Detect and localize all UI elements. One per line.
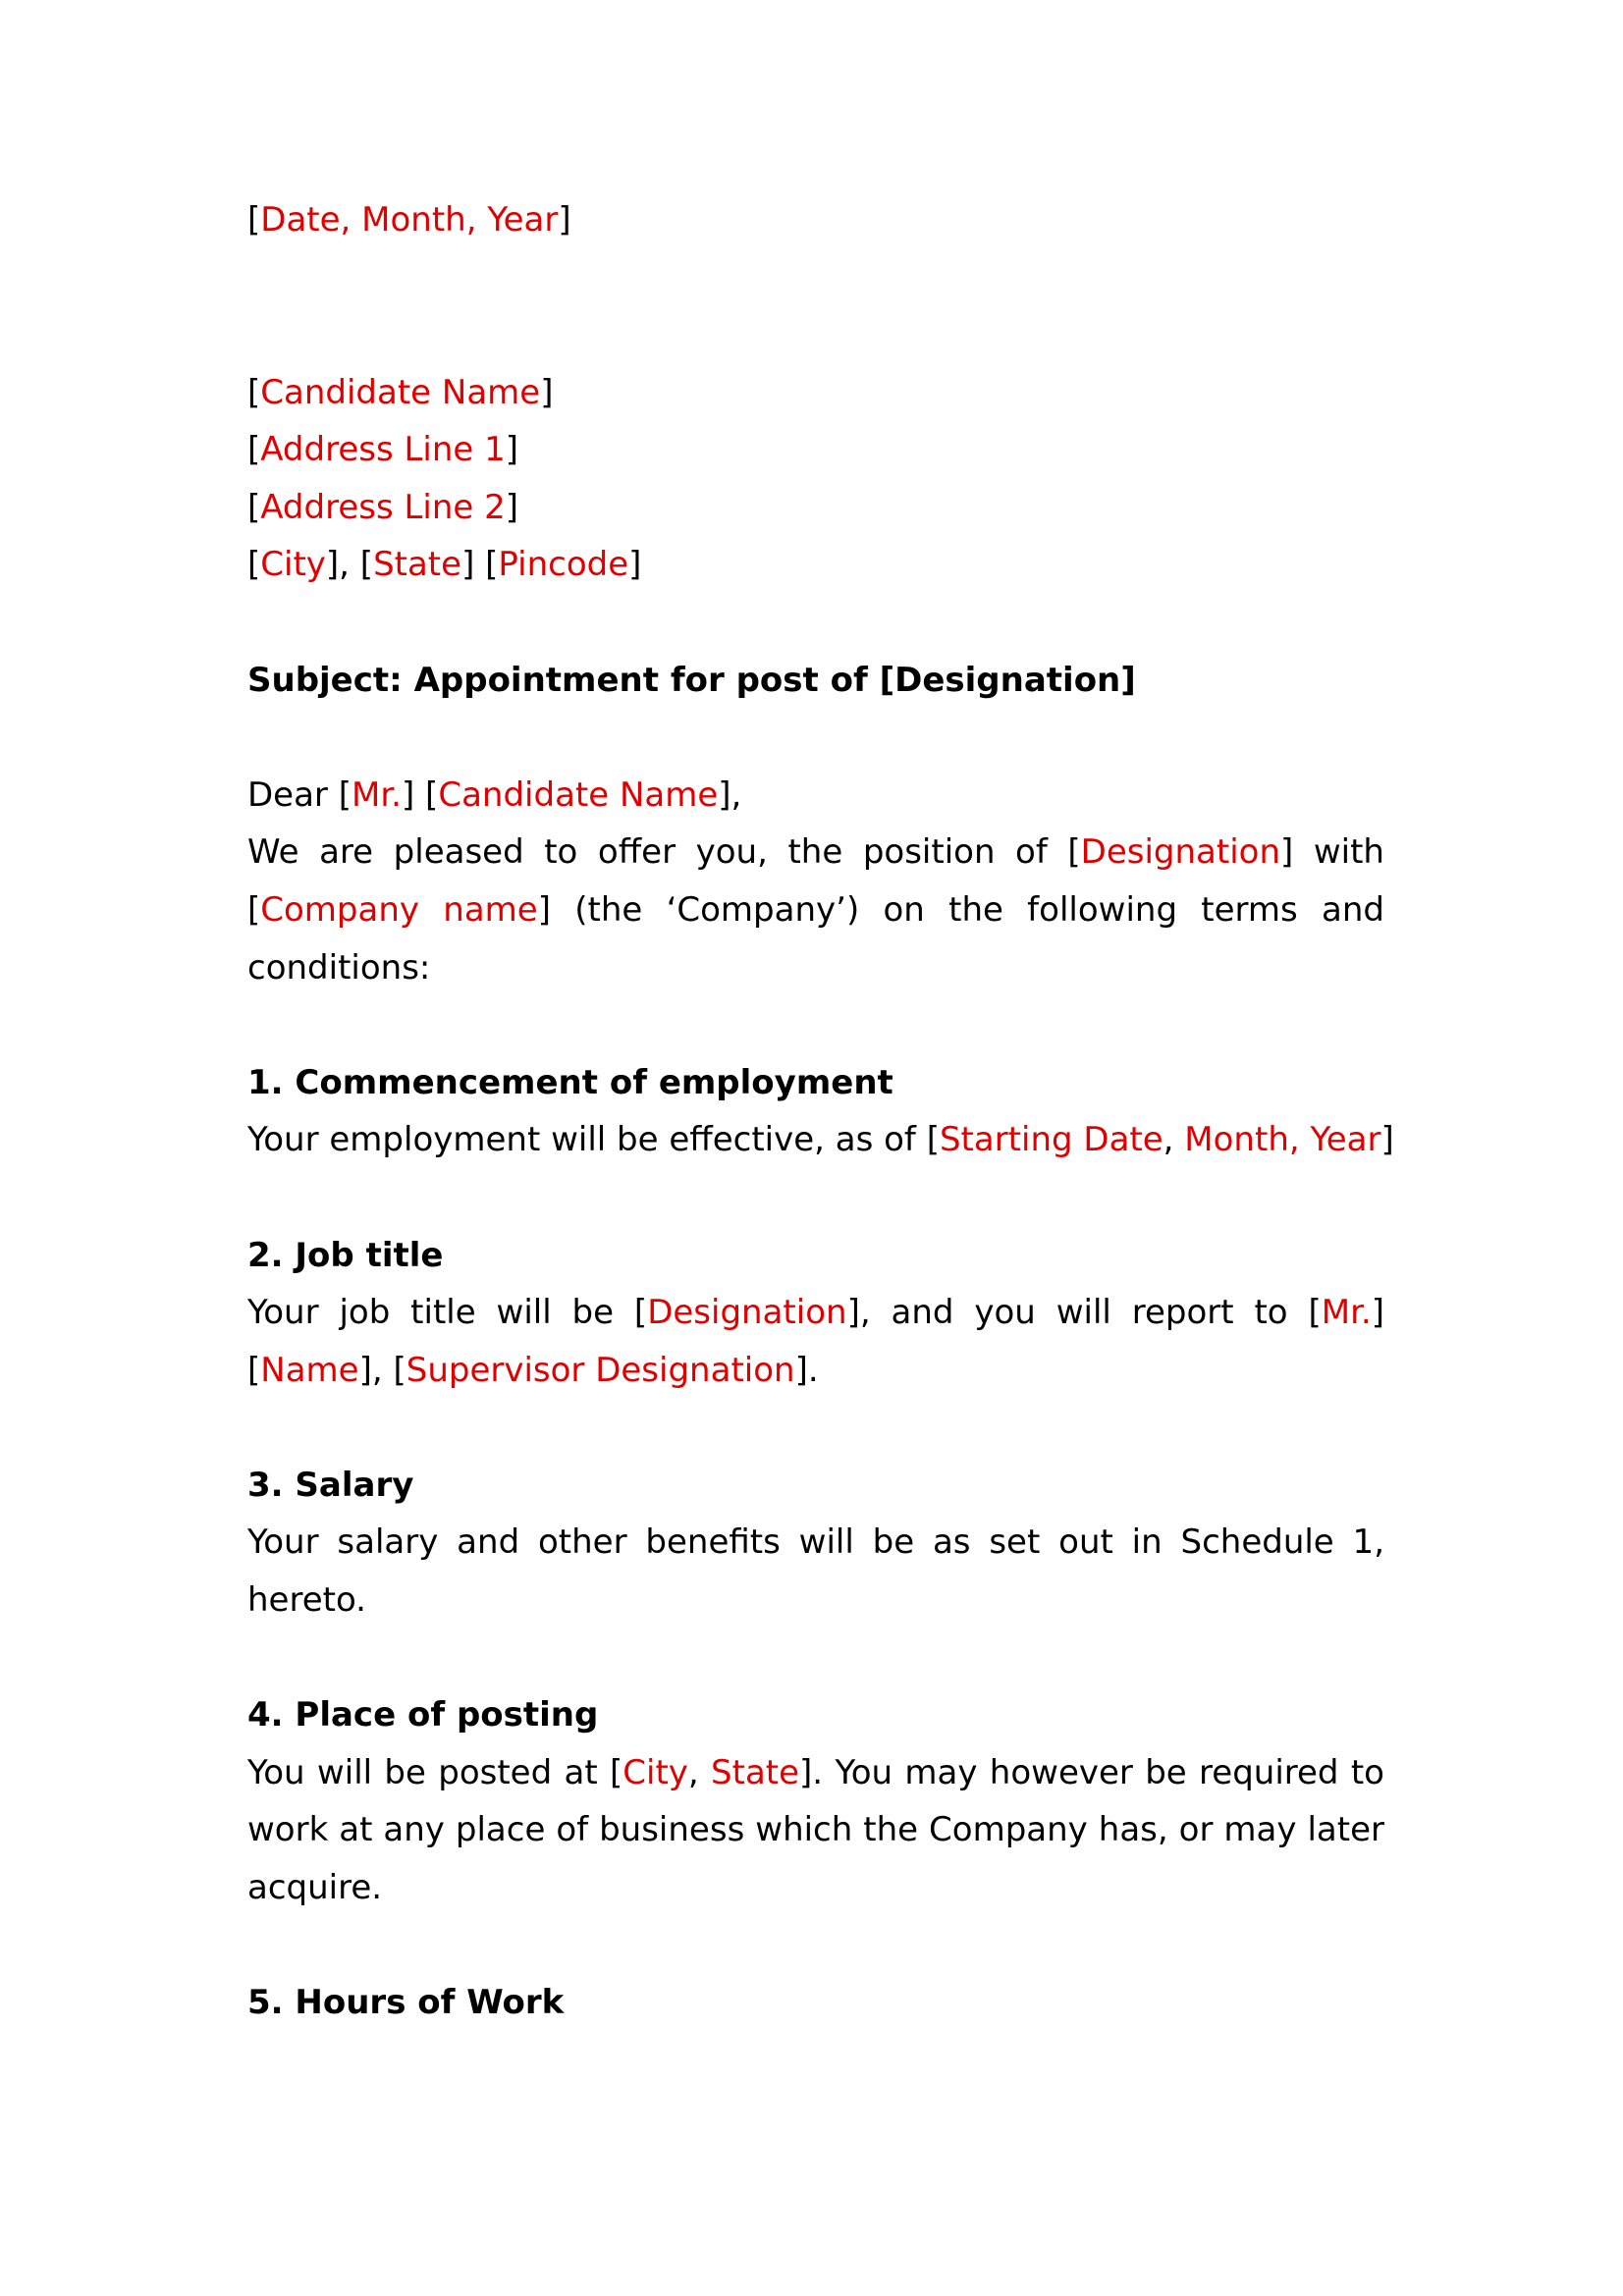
address-line-2-placeholder: Address Line 2 (260, 487, 506, 527)
section-1-body (247, 1111, 1394, 1169)
section-text: ] [ (247, 1293, 1384, 1390)
address-line-2: [Address Line 2] (247, 487, 519, 527)
address-line-1: [Address Line 1] (247, 430, 519, 470)
title-placeholder: Mr. (1321, 1293, 1372, 1333)
intro-text: ] with [ (247, 832, 1384, 930)
subject-line: Subject: Appointment for post of [Designation] (247, 660, 1136, 700)
section-3-body: Your salary and other benefits will be as set out in Schedule 1, hereto. (247, 1522, 1384, 1621)
section-4-body (247, 1744, 1384, 1917)
intro-paragraph (247, 824, 1384, 996)
name-placeholder: Name (260, 1350, 359, 1390)
recipient-address (247, 364, 1384, 594)
section-text: ]. (794, 1350, 819, 1390)
section-5-heading: 5. Hours of Work (247, 1983, 565, 2023)
designation-placeholder: Designation (647, 1293, 847, 1333)
intro-text: We are pleased to offer you, the position of [ (247, 832, 1081, 873)
salutation-text: Dear [ (247, 774, 352, 815)
salutation (247, 767, 1384, 825)
date-placeholder: Date, Month, Year (260, 200, 559, 240)
candidate-name-placeholder: Candidate Name (438, 774, 719, 815)
section-text: ] (1380, 1120, 1394, 1160)
section-text: Your employment will be effective, as of [ (247, 1120, 940, 1160)
month-year-placeholder: Month, Year (1184, 1120, 1381, 1160)
intro-text: ] (the ‘Company’) on the following terms and conditions: (247, 889, 1384, 988)
bracket: [ (247, 200, 261, 240)
company-name-placeholder: Company name (260, 889, 538, 930)
section-1-heading: 1. Commencement of employment (247, 1062, 893, 1102)
section-text: , (1163, 1120, 1185, 1160)
pincode-placeholder: Pincode (498, 545, 629, 585)
section-text: ], and you will report to [ (846, 1293, 1322, 1333)
section-3-heading: 3. Salary (247, 1465, 414, 1505)
section-2-heading: 2. Job title (247, 1235, 444, 1275)
section-text: , (687, 1752, 712, 1792)
bracket: ] (558, 200, 571, 240)
salutation-text: ] [ (401, 774, 439, 815)
section-2-body (247, 1284, 1384, 1399)
city-state-pincode-line: [City], [State] [Pincode] (247, 545, 642, 585)
section-text: ], [ (358, 1350, 406, 1390)
state-placeholder: State (711, 1752, 800, 1792)
designation-placeholder: Designation (1080, 832, 1281, 873)
section-4-heading: 4. Place of posting (247, 1695, 599, 1735)
candidate-name-placeholder: Candidate Name (260, 372, 541, 412)
candidate-name-line: [Candidate Name] (247, 372, 554, 412)
city-placeholder: City (260, 545, 326, 585)
salutation-text: ], (718, 774, 742, 815)
state-placeholder: State (373, 545, 462, 585)
address-line-1-placeholder: Address Line 1 (260, 430, 506, 470)
city-placeholder: City (622, 1752, 688, 1792)
section-text: You will be posted at [ (247, 1752, 623, 1792)
section-text: ]. You may however be required to work at any place of business which the Company has, or may later acquire. (247, 1752, 1384, 1908)
supervisor-designation-placeholder: Supervisor Designation (406, 1350, 795, 1390)
title-placeholder: Mr. (351, 774, 402, 815)
date-line (247, 191, 1384, 249)
starting-date-placeholder: Starting Date (939, 1120, 1163, 1160)
letter-page (247, 191, 1394, 2032)
section-text: Your job title will be [ (247, 1293, 648, 1333)
